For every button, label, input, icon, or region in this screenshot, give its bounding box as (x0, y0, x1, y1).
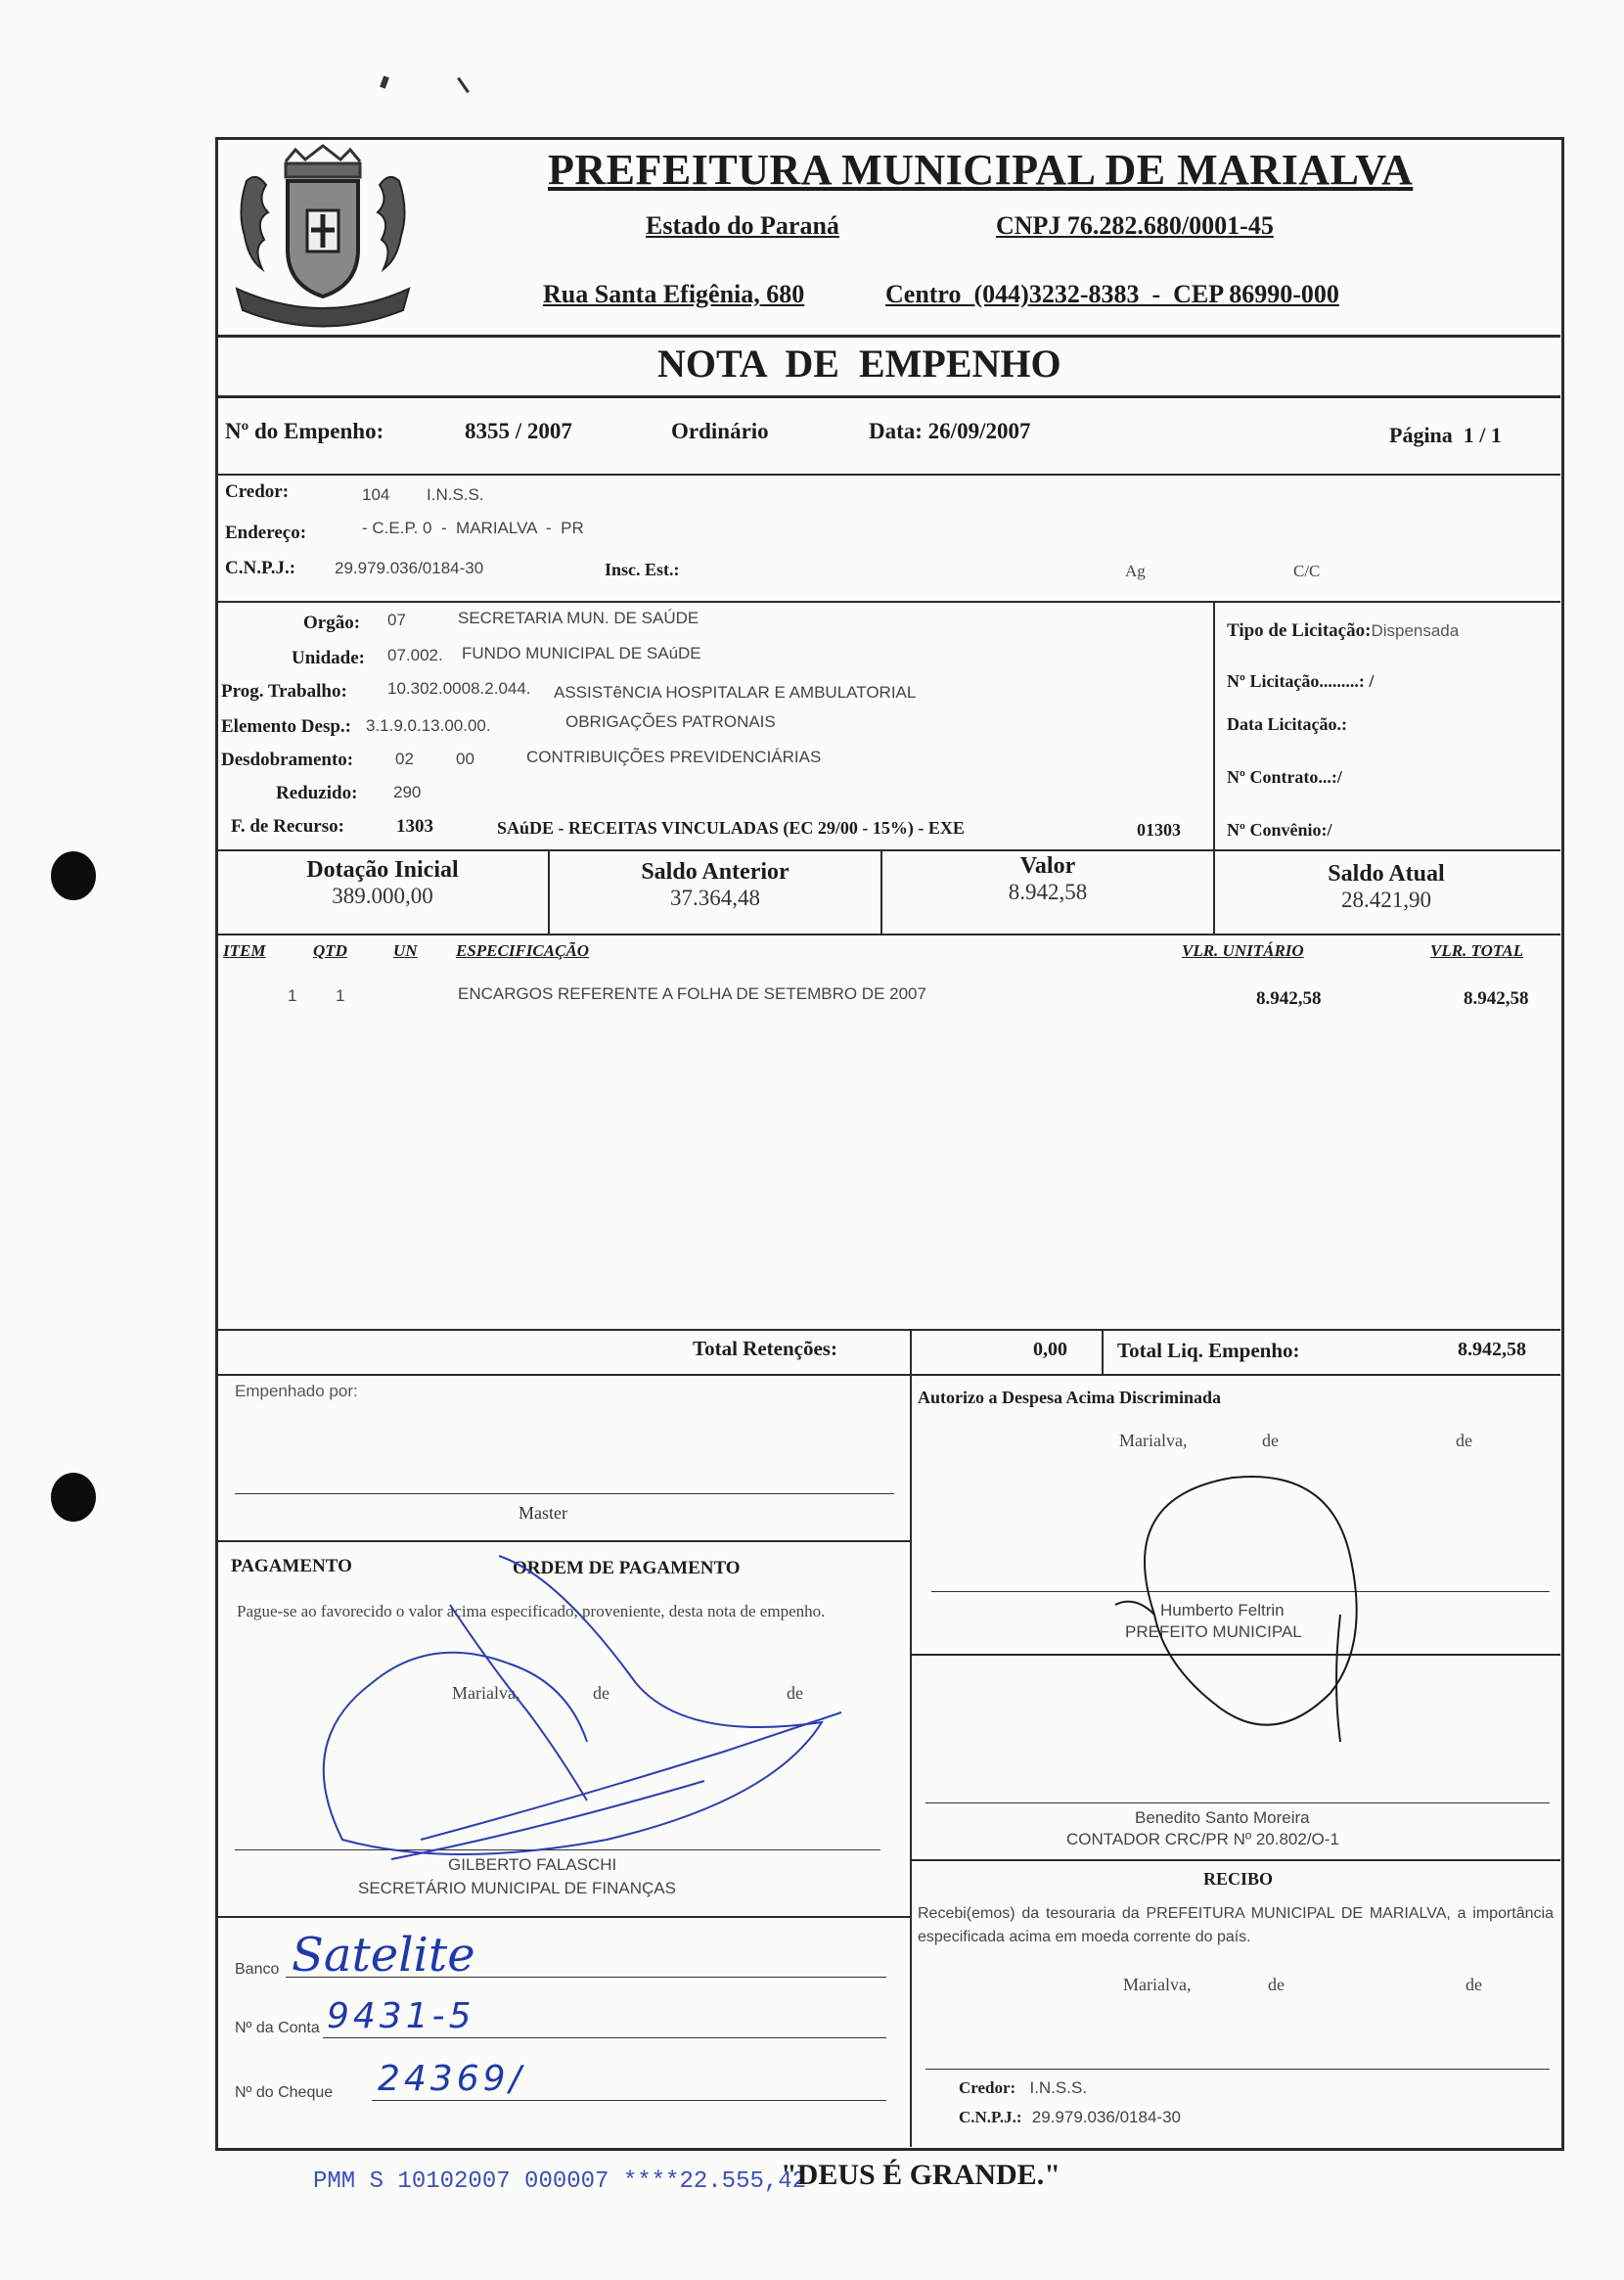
punch-hole (51, 851, 96, 900)
header-contact: Centro (044)3232-8383 - CEP 86990-000 (885, 280, 1339, 308)
secretario-signature (313, 1546, 861, 1908)
autorizo-de-2: de (1456, 1431, 1472, 1450)
recibo-cnpj (959, 2108, 1181, 2127)
recibo-de-2: de (1466, 1975, 1482, 1994)
unidade-name: FUNDO MUNICIPAL DE SAúDE (462, 644, 701, 662)
saldo-dotacao-inicial (217, 857, 548, 909)
tipo-licitacao-label: Tipo de Licitação: (1227, 620, 1372, 641)
saldo-anterior (550, 859, 880, 911)
col-especificacao: ESPECIFICAÇÃO (456, 941, 590, 960)
saldo-value: 8.942,58 (1008, 880, 1088, 904)
empenho-page: Página 1 / 1 (1389, 423, 1502, 447)
saldo-value: 37.364,48 (670, 886, 760, 910)
orgao-name: SECRETARIA MUN. DE SAÚDE (458, 609, 699, 627)
prog-code: 10.302.0008.2.044. (387, 679, 531, 698)
total-retencoes-label: Total Retenções: (693, 1337, 837, 1360)
recurso-label: F. de Recurso: (231, 816, 344, 837)
prefeito-signature (1076, 1448, 1389, 1761)
header-state: Estado do Paraná (646, 211, 839, 240)
unidade-code: 07.002. (387, 646, 443, 664)
coat-of-arms-icon (227, 142, 419, 338)
pague-text: Pague-se ao favorecido o valor acima especificado, proveniente, desta nota de empenho. (237, 1602, 826, 1620)
recurso-num: 01303 (1137, 820, 1181, 840)
item-number: 1 (288, 986, 297, 1005)
empenho-label: Nº do Empenho: (225, 419, 384, 443)
recibo-credor-label: Credor: (959, 2078, 1016, 2097)
conta-value[interactable]: 9431-5 (327, 1996, 475, 2036)
insc-est-label: Insc. Est.: (605, 560, 680, 579)
scan-mark (380, 75, 389, 88)
secretario-name: GILBERTO FALASCHI (448, 1855, 617, 1874)
banco-label: Banco (235, 1961, 280, 1978)
recibo-text: Recebi(emos) da tesouraria da PREFEITURA MUNICIPAL DE MARIALVA, a importância especificada acima em moeda corrente do país. (918, 1905, 1554, 1945)
address-label: Endereço: (225, 523, 307, 543)
orgao-code: 07 (387, 611, 406, 629)
item-description: ENCARGOS REFERENTE A FOLHA DE SETEMBRO DE 2007 (458, 984, 926, 1003)
saldo-label: Saldo Atual (1328, 861, 1445, 887)
empenhado-por-label: Empenhado por: (235, 1382, 358, 1400)
saldo-label: Dotação Inicial (306, 857, 459, 883)
credor-label: Credor: (225, 481, 290, 502)
desdobramento-label: Desdobramento: (221, 750, 354, 770)
item-qtd: 1 (336, 986, 345, 1005)
footer-motto: "DEUS É GRANDE." (781, 2159, 1060, 2191)
header-title: PREFEITURA MUNICIPAL DE MARIALVA (548, 146, 1414, 194)
document-title: NOTA DE EMPENHO (657, 342, 1061, 386)
recibo-marialva: Marialva, (1123, 1975, 1192, 1994)
total-liquido-value: 8.942,58 (1458, 1339, 1526, 1360)
unidade-label: Unidade: (292, 648, 365, 668)
col-qtd: QTD (313, 941, 347, 960)
reduzido-value: 290 (393, 783, 422, 801)
secretario-role: SECRETÁRIO MUNICIPAL DE FINANÇAS (358, 1879, 676, 1897)
header-cnpj: CNPJ 76.282.680/0001-45 (996, 211, 1274, 240)
master-user: Master (519, 1503, 567, 1523)
total-liquido-label: Total Liq. Empenho: (1117, 1339, 1300, 1362)
col-valor-total: VLR. TOTAL (1430, 941, 1524, 960)
recurso-code: 1303 (396, 816, 433, 837)
elemento-name: OBRIGAÇÕES PATRONAIS (565, 712, 776, 731)
numero-licitacao: Nº Licitação.........: / (1227, 671, 1375, 691)
recibo-cnpj-label: C.N.P.J.: (959, 2108, 1022, 2126)
item-total-value: 8.942,58 (1464, 988, 1529, 1009)
ordem-de-1: de (593, 1683, 609, 1703)
elemento-label: Elemento Desp.: (221, 716, 351, 737)
saldo-valor (882, 853, 1213, 905)
desdobramento-b: 00 (456, 750, 474, 768)
cheque-value[interactable]: 24369/ (378, 2059, 525, 2099)
col-un: UN (393, 941, 418, 960)
autorizo-label: Autorizo a Despesa Acima Discriminada (918, 1388, 1221, 1407)
prefeito-name: Humberto Feltrin (1160, 1601, 1285, 1619)
footer-stamp: PMM S 10102007 000007 ****22.555,42 (313, 2168, 807, 2195)
saldo-label: Valor (1019, 853, 1076, 879)
prog-name: ASSISTêNCIA HOSPITALAR E AMBULATORIAL (554, 683, 917, 702)
recibo-credor (959, 2078, 1087, 2098)
empenho-date: Data: 26/09/2007 (869, 419, 1031, 443)
empenho-kind: Ordinário (671, 419, 769, 443)
contador-name: Benedito Santo Moreira (1135, 1808, 1310, 1827)
cheque-label: Nº do Cheque (235, 2084, 334, 2101)
credor-address: - C.E.P. 0 - MARIALVA - PR (362, 519, 584, 537)
elemento-code: 3.1.9.0.13.00.00. (366, 716, 491, 735)
banco-value[interactable]: Satelite (292, 1928, 475, 1983)
header-address: Rua Santa Efigênia, 680 (543, 280, 805, 308)
numero-contrato: Nº Contrato...:/ (1227, 767, 1342, 787)
desdobramento-name: CONTRIBUIÇÕES PREVIDENCIÁRIAS (526, 748, 822, 766)
credor-name: I.N.S.S. (427, 485, 484, 504)
reduzido-label: Reduzido: (276, 783, 358, 803)
empenho-number: 8355 / 2007 (465, 419, 572, 443)
recibo-credor-value: I.N.S.S. (1029, 2078, 1088, 2097)
orgao-label: Orgão: (303, 613, 361, 633)
item-unit-value: 8.942,58 (1256, 988, 1322, 1009)
recurso-name: SAúDE - RECEITAS VINCULADAS (EC 29/00 - 15%) - EXE (497, 818, 965, 838)
tipo-licitacao (1227, 620, 1459, 642)
scan-mark (457, 77, 470, 93)
autorizo-marialva: Marialva, (1119, 1431, 1188, 1450)
tipo-licitacao-value: Dispensada (1371, 621, 1460, 640)
ordem-de-2: de (787, 1683, 803, 1703)
saldo-label: Saldo Anterior (641, 859, 789, 885)
conta-label: Nº da Conta (235, 2020, 320, 2036)
col-item: ITEM (223, 941, 266, 960)
ag-label: Ag (1125, 562, 1146, 580)
credor-code: 104 (362, 485, 390, 504)
data-licitacao: Data Licitação.: (1227, 714, 1347, 734)
cc-label: C/C (1293, 562, 1321, 580)
recibo-title: RECIBO (1203, 1869, 1274, 1889)
desdobramento-a: 02 (395, 750, 414, 768)
prefeito-role: PREFEITO MUNICIPAL (1125, 1622, 1302, 1641)
punch-hole (51, 1473, 96, 1522)
numero-convenio: Nº Convênio:/ (1227, 820, 1332, 840)
credor-cnpj: 29.979.036/0184-30 (335, 559, 484, 577)
cnpj-label: C.N.P.J.: (225, 558, 296, 578)
ordem-pagamento-label: ORDEM DE PAGAMENTO (513, 1558, 741, 1578)
total-retencoes-value: 0,00 (1033, 1339, 1067, 1360)
saldo-atual (1215, 861, 1557, 913)
autorizo-de-1: de (1262, 1431, 1279, 1450)
contador-role: CONTADOR CRC/PR Nº 20.802/O-1 (1066, 1830, 1339, 1848)
col-valor-unitario: VLR. UNITÁRIO (1182, 941, 1304, 960)
recibo-cnpj-value: 29.979.036/0184-30 (1031, 2108, 1181, 2126)
saldo-value: 28.421,90 (1341, 888, 1431, 912)
recibo-de-1: de (1268, 1975, 1285, 1994)
ordem-marialva: Marialva, (452, 1683, 520, 1703)
saldo-value: 389.000,00 (332, 884, 433, 908)
pagamento-label: PAGAMENTO (231, 1556, 352, 1576)
prog-label: Prog. Trabalho: (221, 681, 347, 702)
